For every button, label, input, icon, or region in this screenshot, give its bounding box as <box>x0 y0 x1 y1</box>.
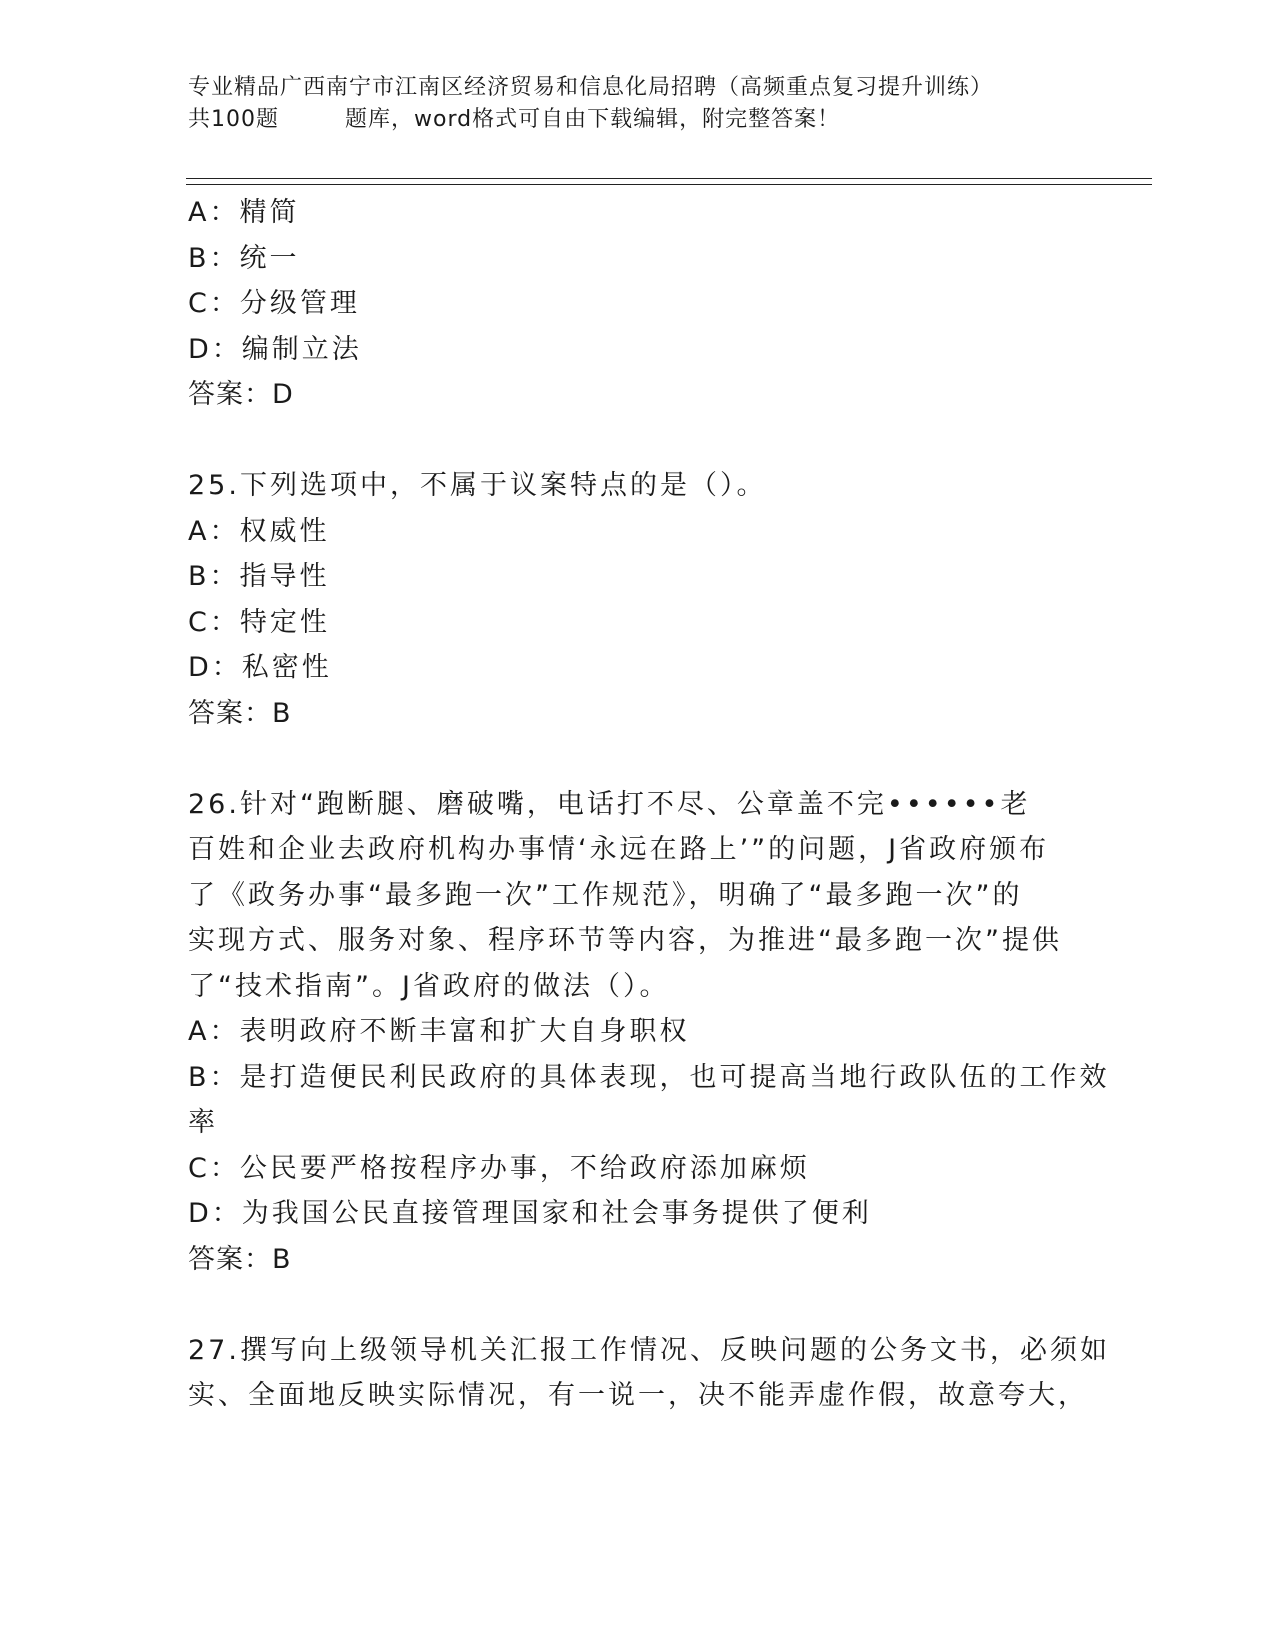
header-count: 共100题 <box>188 107 279 132</box>
question-27-line: 实、全面地反映实际情况，有一说一，决不能弄虚作假，故意夸大， <box>188 1380 1088 1411</box>
question-25: 25.下列选项中，不属于议案特点的是（）。 <box>188 470 767 501</box>
header-description: 题库，word格式可自由下载编辑，附完整答案！ <box>345 107 841 132</box>
option-b: B：指导性 <box>188 561 330 592</box>
option-c: C：分级管理 <box>188 288 360 319</box>
option-b: B：统一 <box>188 242 300 274</box>
answer-24: 答案：D <box>188 379 294 410</box>
option-d: D：私密性 <box>188 652 332 683</box>
option-b-continued: 率 <box>188 1107 218 1138</box>
option-d: D：为我国公民直接管理国家和社会事务提供了便利 <box>188 1198 872 1229</box>
header-divider-bottom <box>186 184 1152 185</box>
question-26-line: 26.针对“跑断腿、磨破嘴，电话打不尽、公章盖不完••••••老 <box>188 788 1031 820</box>
option-c: C：公民要严格按程序办事，不给政府添加麻烦 <box>188 1152 810 1184</box>
answer-25: 答案：B <box>188 697 292 729</box>
question-26-line: 实现方式、服务对象、程序环节等内容，为推进“最多跑一次”提供 <box>188 925 1062 956</box>
question-26-line: 百姓和企业去政府机构办事情‘永远在路上’”的问题，J省政府颁布 <box>188 834 1050 865</box>
header-title-line: 专业精品广西南宁市江南区经济贸易和信息化局招聘（高频重点复习提升训练） <box>188 75 994 100</box>
option-d: D：编制立法 <box>188 333 362 365</box>
question-26-line: 了《政务办事“最多跑一次”工作规范》，明确了“最多跑一次”的 <box>188 879 1023 911</box>
option-b: B：是打造便民利民政府的具体表现，也可提高当地行政队伍的工作效 <box>188 1061 1110 1093</box>
question-27-line: 27.撰写向上级领导机关汇报工作情况、反映问题的公务文书，必须如 <box>188 1334 1110 1366</box>
option-a: A：表明政府不断丰富和扩大自身职权 <box>188 1016 690 1047</box>
header-subtitle-line <box>188 104 1088 136</box>
header-divider-top <box>186 178 1152 179</box>
answer-26: 答案：B <box>188 1243 292 1275</box>
option-a: A：精简 <box>188 197 300 228</box>
option-c: C：特定性 <box>188 606 330 638</box>
document-header <box>188 72 1088 136</box>
option-a: A：权威性 <box>188 515 330 547</box>
question-content <box>188 190 1110 1419</box>
question-26-line: 了“技术指南”。J省政府的做法（）。 <box>188 970 670 1002</box>
